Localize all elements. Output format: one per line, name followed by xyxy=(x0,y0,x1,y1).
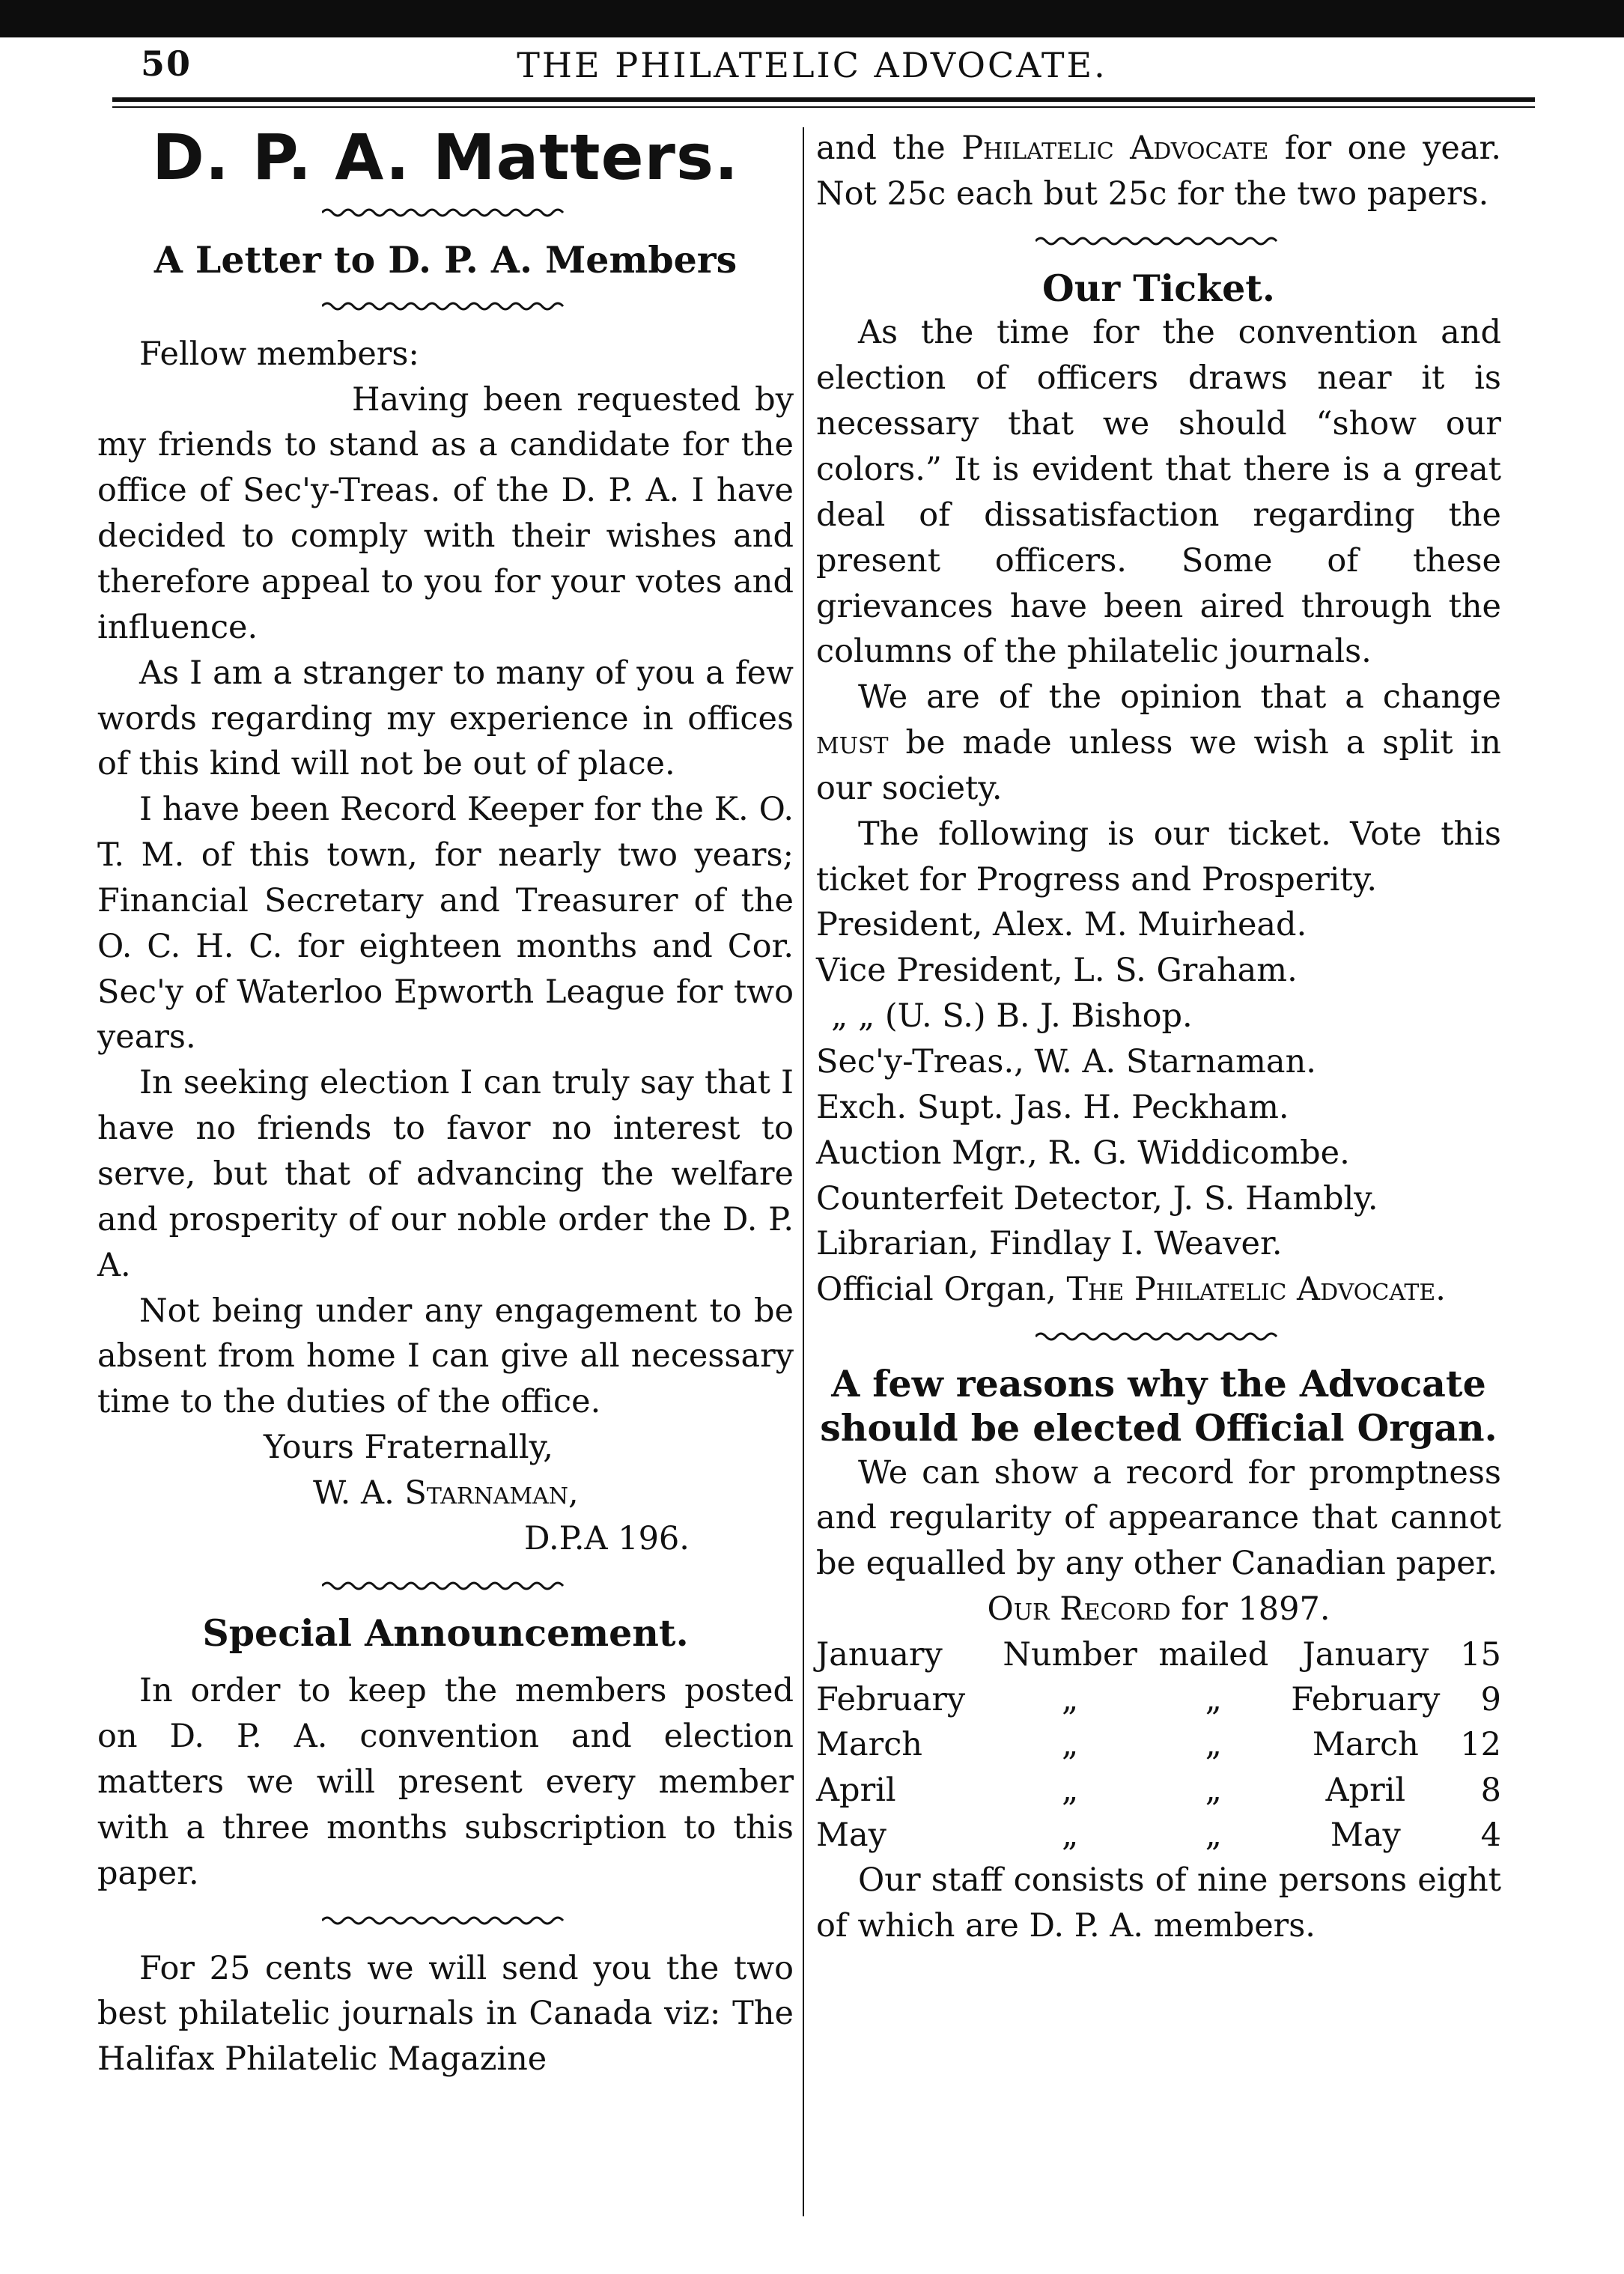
ticket-line: President, Alex. M. Muirhead. xyxy=(816,906,1307,944)
record-title xyxy=(816,1587,1501,1632)
ticket-line: Sec'y-Treas., W. A. Starnaman. xyxy=(816,1042,1316,1080)
record-day: 15 xyxy=(1460,1636,1501,1674)
wavy-divider xyxy=(1035,1329,1283,1344)
record-month: February xyxy=(816,1681,966,1719)
announcement-body: In order to keep the members posted on D. P. A. convention and election matters we will present every member with a three months subscription to this paper. xyxy=(97,1672,794,1892)
table-row xyxy=(816,1813,1501,1858)
reasons-heading: A few reasons why the Advocate should be elected Official Organ. xyxy=(820,1362,1497,1450)
continuation-prefix: and the xyxy=(816,130,962,167)
record-day: 4 xyxy=(1480,1816,1501,1854)
letter-paragraph: As I am a stranger to many of you a few words regarding my experience in offices of this kind will not be out of place. xyxy=(97,654,794,783)
letter-paragraph: I have been Record Keeper for the K. O. T. M. of this town, for nearly two years; Financial Secretary and Treasurer of the O. C. H. C. for eighteen months and Cor. Sec'y of Waterloo Epworth League for two years. xyxy=(97,791,794,1057)
continuation-paper-name: Philatelic Advocate xyxy=(961,130,1269,167)
right-column xyxy=(816,126,1501,1949)
record-mailed-month: January xyxy=(1302,1636,1429,1674)
record-month: January xyxy=(816,1636,943,1674)
wavy-divider xyxy=(322,1913,569,1928)
table-row xyxy=(816,1677,1501,1722)
ticket-paragraph: The following is our ticket. Vote this ticket for Progress and Prosperity. xyxy=(816,815,1501,899)
announcement-heading: Special Announcement. xyxy=(202,1611,689,1655)
letter-paragraph: Having been requested by my friends to stand as a candidate for the office of Sec'y-Treas. of the D. P. A. I have decided to comply with their wishes and therefore appeal to you for your votes and influence. xyxy=(97,380,794,646)
p2-prefix: We are of the opinion that a change xyxy=(858,678,1501,717)
wavy-divider xyxy=(322,299,569,314)
left-column xyxy=(97,121,794,2082)
record-col3: „ xyxy=(1205,1726,1222,1764)
record-mailed-month: March xyxy=(1312,1726,1419,1764)
wavy-divider xyxy=(1035,234,1283,249)
record-col3: „ xyxy=(1205,1681,1222,1719)
record-col3: mailed xyxy=(1158,1636,1269,1674)
record-day: 8 xyxy=(1480,1771,1501,1809)
wavy-divider xyxy=(322,1578,569,1593)
p2-suffix: be made unless we wish a split in our society. xyxy=(816,724,1501,807)
record-col3: „ xyxy=(1205,1816,1222,1854)
signature-prefix: W. A. xyxy=(313,1474,405,1512)
page-number: 50 xyxy=(141,43,192,84)
record-day: 12 xyxy=(1460,1726,1501,1764)
record-mailed-month: April xyxy=(1325,1771,1406,1809)
record-month: April xyxy=(816,1771,896,1809)
record-col2: „ xyxy=(1062,1726,1079,1764)
record-table xyxy=(816,1632,1501,1858)
letter-closing: Yours Fraternally, xyxy=(264,1429,553,1467)
letter-salutation: Fellow members: xyxy=(139,335,419,373)
p2-emphasis: must xyxy=(816,724,889,762)
top-black-bar xyxy=(0,0,1624,37)
record-month: March xyxy=(816,1726,922,1764)
ticket-line: Counterfeit Detector, J. S. Hambly. xyxy=(816,1179,1378,1217)
organ-paper-name: The Philatelic Advocate. xyxy=(1066,1271,1446,1309)
letter-heading: A Letter to D. P. A. Members xyxy=(153,238,738,282)
continuation-suffix: for one year. Not 25c each but 25c for the two papers. xyxy=(816,130,1501,213)
masthead: D. P. A. Matters. xyxy=(152,121,739,194)
header-rule-thick xyxy=(112,97,1535,102)
record-col2: „ xyxy=(1062,1816,1079,1854)
ticket-section xyxy=(816,267,1501,1313)
column-divider xyxy=(803,127,804,2216)
table-row xyxy=(816,1632,1501,1677)
record-title-rest: for 1897. xyxy=(1170,1590,1330,1629)
table-row xyxy=(816,1722,1501,1767)
running-title: THE PHILATELIC ADVOCATE. xyxy=(517,45,1107,85)
ticket-line: Exch. Supt. Jas. H. Peckham. xyxy=(816,1088,1289,1126)
letter-signature xyxy=(97,1471,794,1516)
record-mailed-month: February xyxy=(1291,1681,1441,1719)
subscription-offer: For 25 cents we will send you the two best philatelic journals in Canada viz: The Halifax Philatelic Magazine xyxy=(97,1949,794,2079)
header-rule-thin xyxy=(112,106,1535,108)
record-title-caps: Our Record xyxy=(987,1590,1171,1629)
record-col2: „ xyxy=(1062,1681,1079,1719)
offer-continuation xyxy=(816,126,1501,217)
record-day: 9 xyxy=(1480,1681,1501,1719)
ticket-paragraph: As the time for the convention and election of officers draws near it is necessary that we should “show our colors.” It is evident that there is a great deal of dissatisfaction regarding the present officers. Some of these grievances have been aired through the columns of the philatelic journals. xyxy=(816,314,1501,671)
letter-paragraph: Not being under any engagement to be absent from home I can give all necessary time to the duties of the office. xyxy=(97,1292,794,1421)
ticket-paragraph xyxy=(816,675,1501,812)
ticket-line: Librarian, Findlay I. Weaver. xyxy=(816,1225,1283,1263)
member-number: D.P.A 196. xyxy=(524,1519,690,1557)
record-month: May xyxy=(816,1816,886,1854)
signature-name: Starnaman, xyxy=(404,1474,579,1512)
record-col2: „ xyxy=(1062,1771,1079,1809)
ticket-line: „ „ (U. S.) B. J. Bishop. xyxy=(831,997,1193,1036)
letter-paragraph: In seeking election I can truly say that I have no friends to favor no interest to serve, but that of advancing the welfare and prosperity of our noble order the D. P. A. xyxy=(97,1064,794,1284)
organ-prefix: Official Organ, xyxy=(816,1271,1067,1309)
record-col2: Number xyxy=(1003,1636,1137,1674)
ticket-heading: Our Ticket. xyxy=(1042,266,1275,310)
record-mailed-month: May xyxy=(1330,1816,1401,1854)
staff-paragraph: Our staff consists of nine persons eight of which are D. P. A. members. xyxy=(816,1861,1501,1945)
reasons-paragraph: We can show a record for promptness and regularity of appearance that cannot be equalled by any other Canadian paper. xyxy=(816,1453,1501,1583)
wavy-divider xyxy=(322,205,569,220)
ticket-line: Vice President, L. S. Graham. xyxy=(816,952,1298,990)
ticket-line xyxy=(816,1267,1501,1313)
table-row xyxy=(816,1768,1501,1813)
ticket-line: Auction Mgr., R. G. Widdicombe. xyxy=(816,1134,1350,1172)
record-col3: „ xyxy=(1205,1771,1222,1809)
